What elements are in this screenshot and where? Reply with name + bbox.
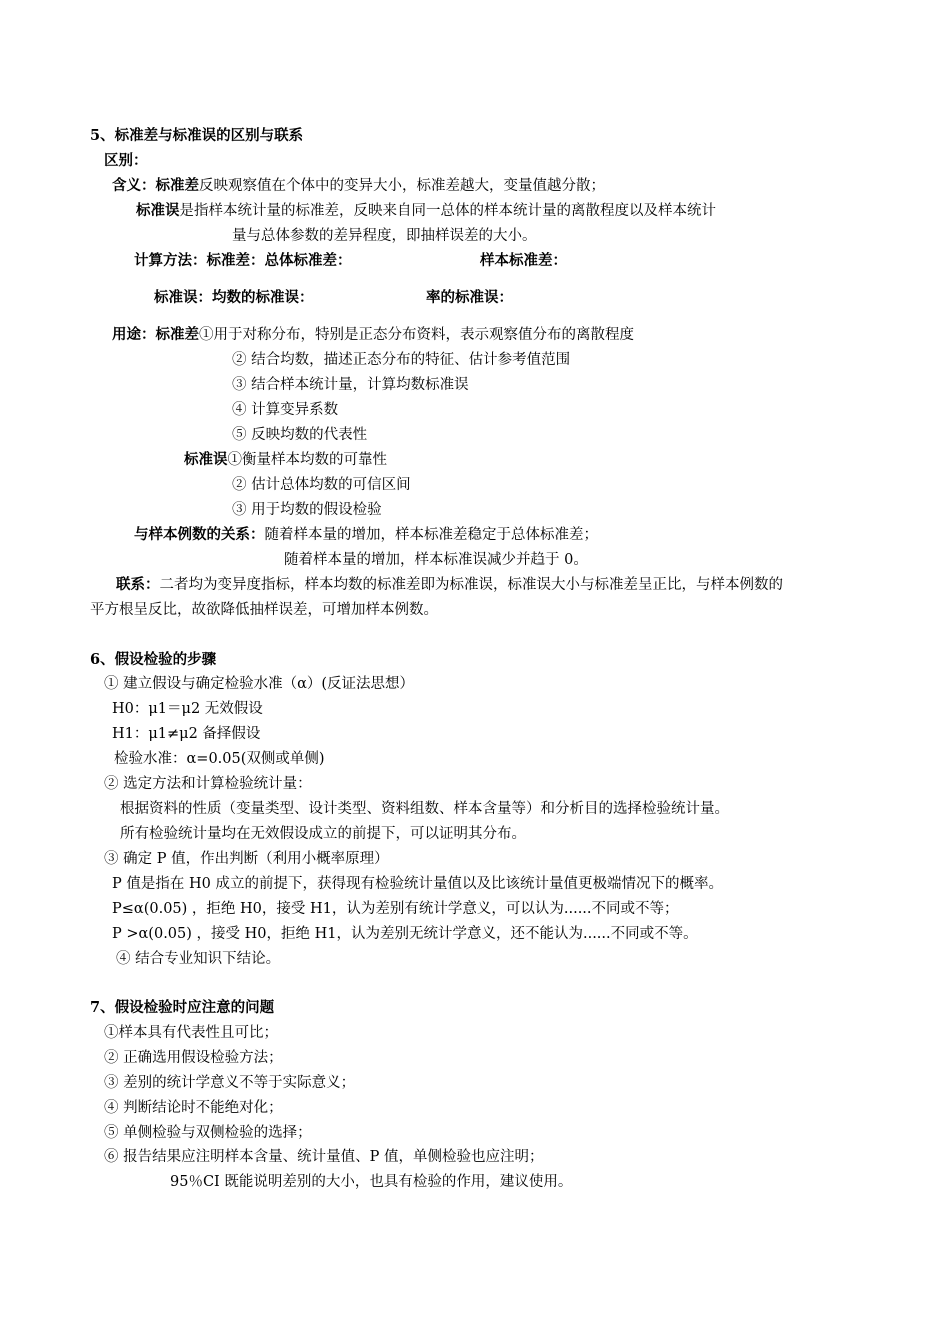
s6-accept-rule: P >α(0.05) ，接受 H0，拒绝 H1，认为差别无统计学意义，还不能认为......不同或不等。 [112,926,698,942]
sample-size-relation-1: 随着样本量的增加，样本标准差稳定于总体标准差； [264,527,598,543]
section-5-heading: 5、标准差与标准误的区别与联系 [90,127,304,144]
s6-step-2-detail-1: 根据资料的性质（变量类型、设计类型、资料组数、样本含量等）和分析目的选择检验统计量。 [120,801,729,817]
s7-ci-note: 95％CI 既能说明差别的大小，也具有检验的作用，建议使用。 [170,1174,573,1190]
use-sd-item-1: ①用于对称分布，特别是正态分布资料，表示观察值分布的离散程度 [199,327,634,343]
meaning-sd-line [112,176,605,196]
s7-item-6: ⑥ 报告结果应注明样本含量、统计量值、P 值，单侧检验也应注明； [104,1149,544,1165]
use-se-item-2: ② 估计总体均数的可信区间 [232,477,411,493]
use-se-line-1 [184,450,387,470]
use-se-item-3: ③ 用于均数的假设检验 [232,502,382,518]
use-se-item-1: ①衡量样本均数的可靠性 [227,452,387,468]
s7-item-4: ④ 判断结论时不能绝对化； [104,1100,283,1116]
s6-alt-hypothesis: H1：μ1≠μ2 备择假设 [112,726,261,742]
section-6-heading: 6、假设检验的步骤 [90,651,217,668]
sd-term: 标准差 [155,177,199,194]
use-sd-item-2: ② 结合均数，描述正态分布的特征、估计参考值范围 [232,352,571,368]
calc-sd-label: 计算方法：标准差：总体标准差： [134,252,352,269]
se-meaning-1: 是指样本统计量的标准差，反映来自同一总体的样本统计量的离散程度以及样本统计 [179,203,716,219]
s6-null-hypothesis: H0：μ1＝μ2 无效假设 [112,701,263,717]
use-sd-item-3: ③ 结合样本统计量，计算均数标准误 [232,377,469,393]
s6-step-4: ④ 结合专业知识下结论。 [116,951,281,967]
sample-size-relation-line-1 [134,525,598,545]
link-line-1 [116,575,783,595]
use-sd-item-4: ④ 计算变异系数 [232,402,339,418]
use-sd-line-1 [112,325,634,345]
link-text-2: 平方根呈反比，故欲降低抽样误差，可增加样本例数。 [90,602,438,618]
s6-alpha-level: 检验水准：α=0.05(双侧或单侧) [114,751,325,767]
use-sd-term: 标准差 [155,326,199,343]
link-label: 联系： [116,576,160,593]
s6-reject-rule: P≤α(0.05) ，拒绝 H0，接受 H1，认为差别有统计学意义，可以认为......不同或不等； [112,901,679,917]
calc-se-label: 标准误：均数的标准误： [154,289,314,306]
s6-step-3: ③ 确定 P 值，作出判断（利用小概率原理） [104,851,389,867]
s6-step-1: ① 建立假设与确定检验水准（α）(反证法思想） [104,676,415,692]
use-se-term: 标准误 [184,451,228,468]
s6-step-2-detail-2: 所有检验统计量均在无效假设成立的前提下，可以证明其分布。 [120,826,526,842]
s7-item-1: ①样本具有代表性且可比； [104,1025,278,1041]
link-text-1: 二者均为变异度指标，样本均数的标准差即为标准误，标准误大小与标准差呈正比，与样本例数的 [159,577,783,593]
difference-label: 区别： [104,152,148,169]
calc-sd-sample-label: 样本标准差： [480,252,567,269]
sd-meaning: 反映观察值在个体中的变异大小，标准差越大，变量值越分散； [199,178,605,194]
se-term: 标准误 [136,202,180,219]
sample-size-relation-2: 随着样本量的增加，样本标准误减少并趋于 0。 [284,552,588,568]
s7-item-3: ③ 差别的统计学意义不等于实际意义； [104,1075,356,1091]
meaning-label: 含义： [112,177,156,194]
se-meaning-2: 量与总体参数的差异程度，即抽样误差的大小。 [232,228,537,244]
s6-step-2: ② 选定方法和计算检验统计量： [104,776,312,792]
s6-p-value-definition: P 值是指在 H0 成立的前提下，获得现有检验统计量值以及比该统计量值更极端情况下的概率。 [112,876,723,892]
use-label: 用途： [112,326,156,343]
sample-size-relation-label: 与样本例数的关系： [134,526,265,543]
meaning-se-line [136,201,716,221]
calc-se-rate-label: 率的标准误： [426,289,513,306]
s7-item-5: ⑤ 单侧检验与双侧检验的选择； [104,1125,312,1141]
section-7-heading: 7、假设检验时应注意的问题 [90,999,275,1016]
use-sd-item-5: ⑤ 反映均数的代表性 [232,427,368,443]
s7-item-2: ② 正确选用假设检验方法； [104,1050,283,1066]
